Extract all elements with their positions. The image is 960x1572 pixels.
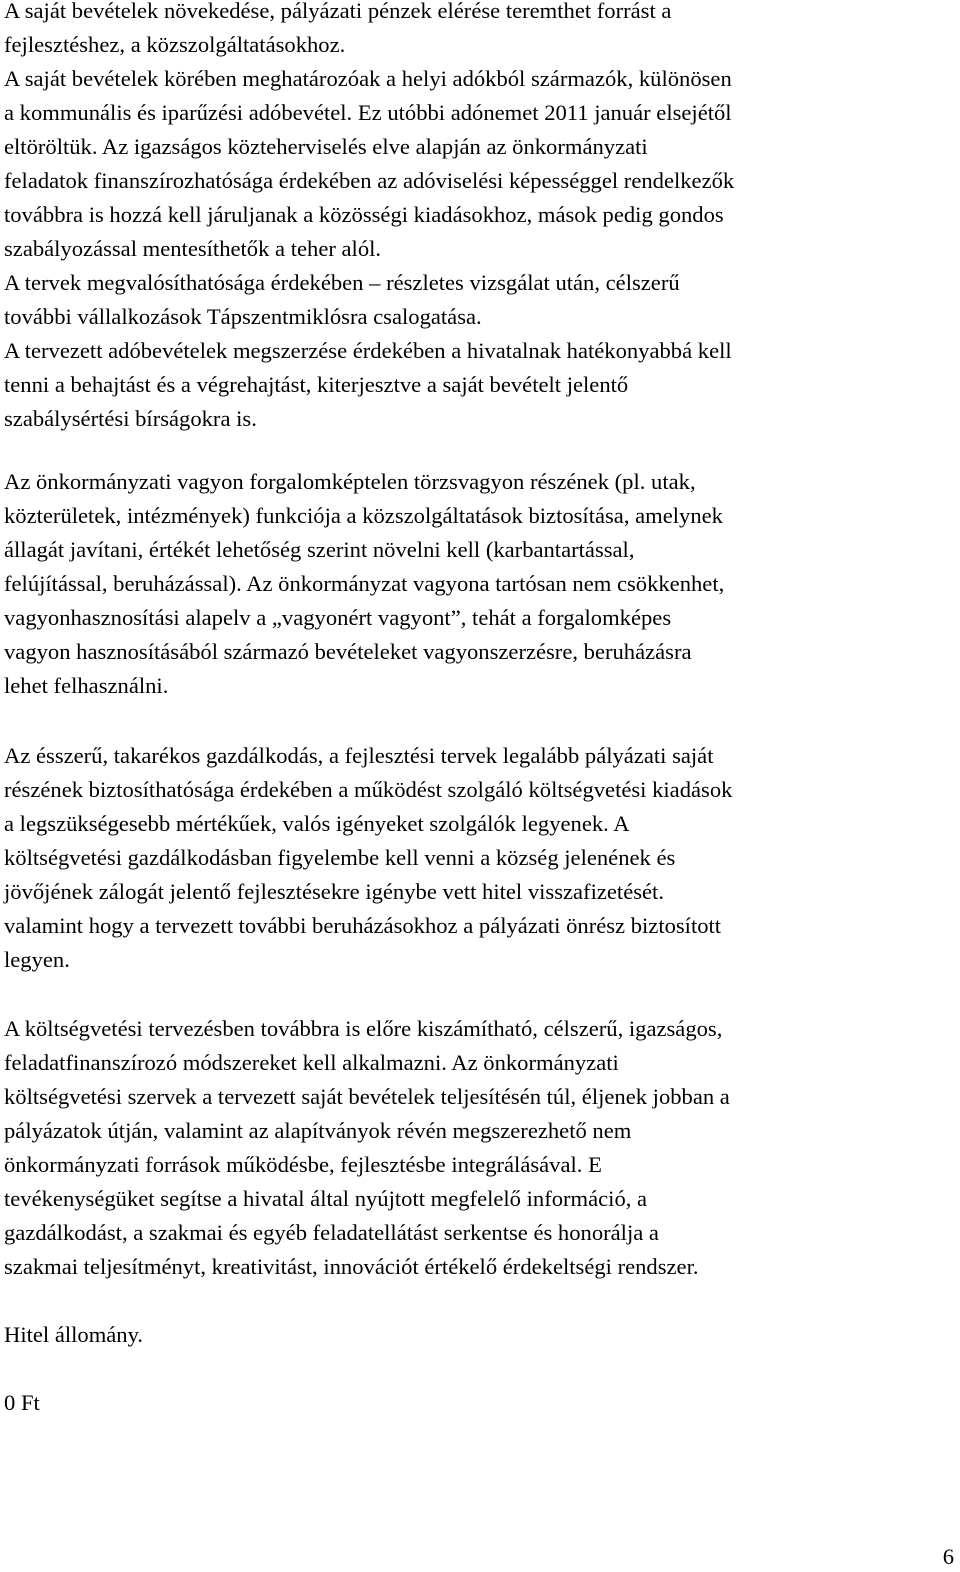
text-line: pályázatok útján, valamint az alapítványok révén megszerezhető nem: [4, 1118, 632, 1143]
text-line: A saját bevételek növekedése, pályázati pénzek elérése teremthet forrást a: [4, 0, 672, 23]
text-line: A tervek megvalósíthatósága érdekében – részletes vizsgálat után, célszerű: [4, 270, 680, 295]
text-line: költségvetési szervek a tervezett saját bevételek teljesítésén túl, éljenek jobban a: [4, 1084, 730, 1109]
text-line: szabálysértési bírságokra is.: [4, 406, 257, 431]
text-line: eltöröltük. Az igazságos közteherviselés elve alapján az önkormányzati: [4, 134, 648, 159]
paragraph-economical-management: [4, 739, 954, 977]
paragraph-municipal-assets: [4, 465, 954, 703]
text-line: fejlesztéshez, a közszolgáltatásokhoz.: [4, 32, 346, 57]
text-line: a kommunális és iparűzési adóbevétel. Ez utóbbi adónemet 2011 január elsejétől: [4, 100, 732, 125]
text-line: A saját bevételek körében meghatározóak a helyi adókból származók, különösen: [4, 66, 732, 91]
text-line: vagyon hasznosításából származó bevételeket vagyonszerzésre, beruházásra: [4, 639, 692, 664]
text-line: szabályozással mentesíthetők a teher alól.: [4, 236, 382, 261]
text-line: önkormányzati források működésbe, fejlesztésbe integrálásával. E: [4, 1152, 602, 1177]
text-line: felújítással, beruházással). Az önkormányzat vagyona tartósan nem csökkenhet,: [4, 571, 725, 596]
text-line: továbbra is hozzá kell járuljanak a közösségi kiadásokhoz, mások pedig gondos: [4, 202, 724, 227]
text-line: költségvetési gazdálkodásban figyelembe kell venni a község jelenének és: [4, 845, 676, 870]
text-line: 0 Ft: [4, 1390, 40, 1415]
text-line: további vállalkozások Tápszentmiklósra csalogatása.: [4, 304, 482, 329]
text-line: feladatfinanszírozó módszereket kell alkalmazni. Az önkormányzati: [4, 1050, 619, 1075]
text-line: Hitel állomány.: [4, 1322, 144, 1347]
text-line: vagyonhasznosítási alapelv a „vagyonért vagyont”, tehát a forgalomképes: [4, 605, 672, 630]
text-line: közterületek, intézmények) funkciója a közszolgáltatások biztosítása, amelynek: [4, 503, 723, 528]
paragraph-own-revenues: [4, 0, 954, 436]
text-line: Az önkormányzati vagyon forgalomképtelen törzsvagyon részének (pl. utak,: [4, 469, 696, 494]
text-line: a legszükségesebb mértékűek, valós igényeket szolgálók legyenek. A: [4, 811, 630, 836]
text-line: legyen.: [4, 947, 70, 972]
text-line: részének biztosíthatósága érdekében a működést szolgáló költségvetési kiadások: [4, 777, 733, 802]
page-number: 6: [942, 1544, 954, 1569]
paragraph-loan-amount: [4, 1386, 954, 1420]
text-line: feladatok finanszírozhatósága érdekében az adóviselési képességgel rendelkezők: [4, 168, 735, 193]
text-line: lehet felhasználni.: [4, 673, 169, 698]
text-line: jövőjének zálogát jelentő fejlesztésekre igénybe vett hitel visszafizetését.: [4, 879, 664, 904]
text-line: tevékenységüket segítse a hivatal által nyújtott megfelelő információ, a: [4, 1186, 648, 1211]
text-line: állagát javítani, értékét lehetőség szerint növelni kell (karbantartással,: [4, 537, 635, 562]
paragraph-budget-planning: [4, 1012, 954, 1284]
text-line: tenni a behajtást és a végrehajtást, kiterjesztve a saját bevételt jelentő: [4, 372, 629, 397]
text-line: valamint hogy a tervezett további beruházásokhoz a pályázati önrész biztosított: [4, 913, 722, 938]
text-line: szakmai teljesítményt, kreativitást, innovációt értékelő érdekeltségi rendszer.: [4, 1254, 699, 1279]
text-line: A tervezett adóbevételek megszerzése érdekében a hivatalnak hatékonyabbá kell: [4, 338, 732, 363]
text-line: gazdálkodást, a szakmai és egyéb feladatellátást serkentse és honorálja a: [4, 1220, 659, 1245]
text-line: A költségvetési tervezésben továbbra is előre kiszámítható, célszerű, igazságos,: [4, 1016, 723, 1041]
paragraph-loan-heading: [4, 1318, 954, 1352]
text-line: Az ésszerű, takarékos gazdálkodás, a fejlesztési tervek legalább pályázati saját: [4, 743, 714, 768]
